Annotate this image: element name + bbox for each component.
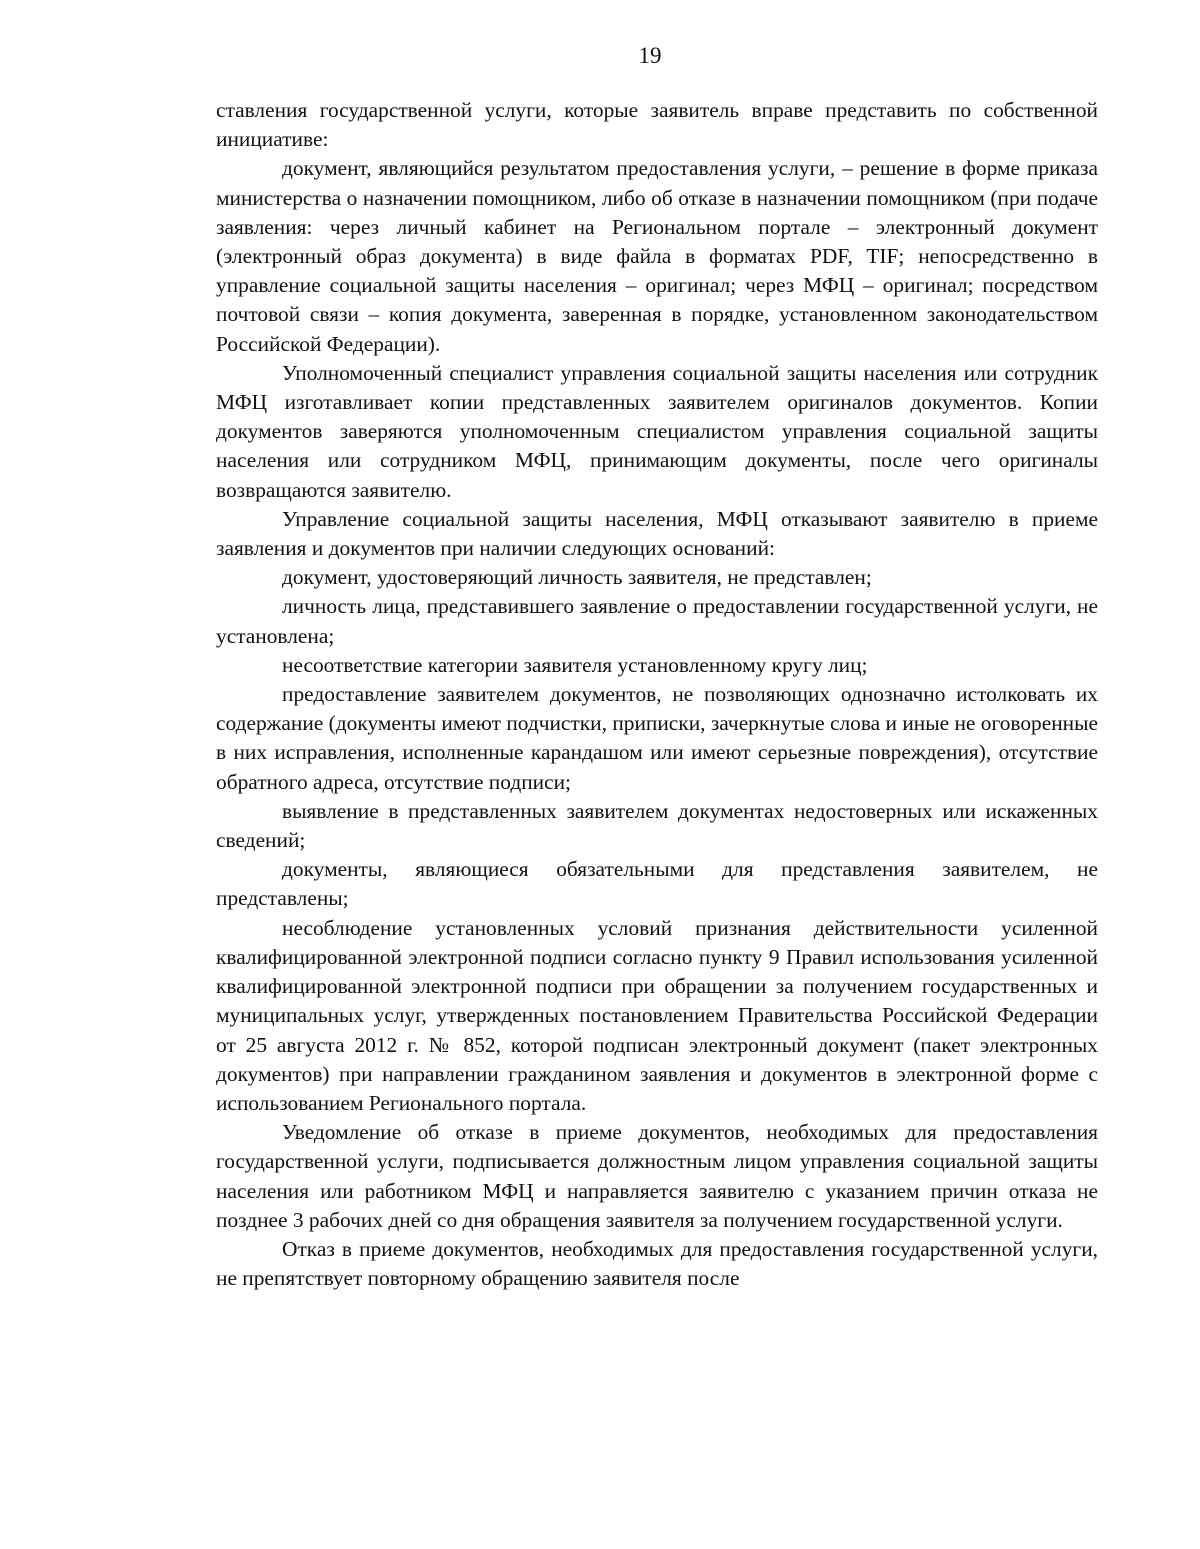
list-item-signature-invalid: несоблюдение установленных условий признания действительности усиленной квалифицированной электронной подписи согласно пункту 9 Правил использования усиленной квалифицированной электронной подписи при обращении за получением государственных и муниципальных услуг, утвержденных постановлением Правительства Российской Федерации от 25 августа 2012 г. № 852, которой подписан электронный документ (пакет электронных документов) при направлении гражданином заявления и документов в электронной форме с использованием Регионального портала. [216,915,1098,1115]
paragraph-continuation: ставления государственной услуги, которые заявитель вправе представить по собственной инициативе: [216,98,1098,152]
paragraph-repeat-application: Отказ в приеме документов, необходимых для предоставления государственной услуги, не препятствует повторному обращению заявителя после [216,1236,1098,1291]
list-item-identity-not-established: личность лица, представившего заявление о предоставлении государственной услуги, не установлена; [216,594,1098,648]
page-number: 19 [638,43,662,68]
list-item-identity-document: документ, удостоверяющий личность заявителя, не представлен; [282,565,872,590]
list-item-ambiguous-documents: предоставление заявителем документов, не позволяющих однозначно истолковать их содержание (документы имеют подчистки, приписки, зачеркнутые слова и иные не оговоренные в них исправления, исполненные карандашом или имеют серьезные повреждения), отсутствие обратного адреса, отсутствие подписи; [216,682,1098,794]
paragraph-result-document: документ, являющийся результатом предоставления услуги, – решение в форме приказа министерства о назначении помощником, либо об отказе в назначении помощником (при подаче заявления: через личный кабинет на Региональном портале – электронный документ (электронный образ документа) в виде файла в форматах PDF, TIF; непосредственно в управление социальной защиты населения – оригинал; через МФЦ – оригинал; посредством почтовой связи – копия документа, заверенная в порядке, установленном законодательством Российской Федерации). [216,156,1098,356]
document-body [216,96,1098,1293]
list-item-missing-documents: документы, являющиеся обязательными для представления заявителем, не представлены; [216,857,1098,911]
paragraph-refusal-notice: Уведомление об отказе в приеме документов, необходимых для предоставления государственной услуги, подписывается должностным лицом управления социальной защиты населения или работником МФЦ и направляется заявителю с указанием причин отказа не позднее 3 рабочих дней со дня обращения заявителя за получением государственной услуги. [216,1120,1098,1232]
list-item-category-mismatch: несоответствие категории заявителя установленному кругу лиц; [282,652,868,677]
paragraph-refusal-grounds: Управление социальной защиты населения, МФЦ отказывают заявителю в приеме заявления и документов при наличии следующих оснований: [216,506,1098,561]
list-item-false-information: выявление в представленных заявителем документах недостоверных или искаженных сведений; [216,798,1098,853]
paragraph-copies: Уполномоченный специалист управления социальной защиты населения или сотрудник МФЦ изготавливает копии представленных заявителем оригиналов документов. Копии документов заверяются уполномоченным специалистом управления социальной защиты населения или сотрудником МФЦ, принимающим документы, после чего оригиналы возвращаются заявителю. [216,360,1098,502]
